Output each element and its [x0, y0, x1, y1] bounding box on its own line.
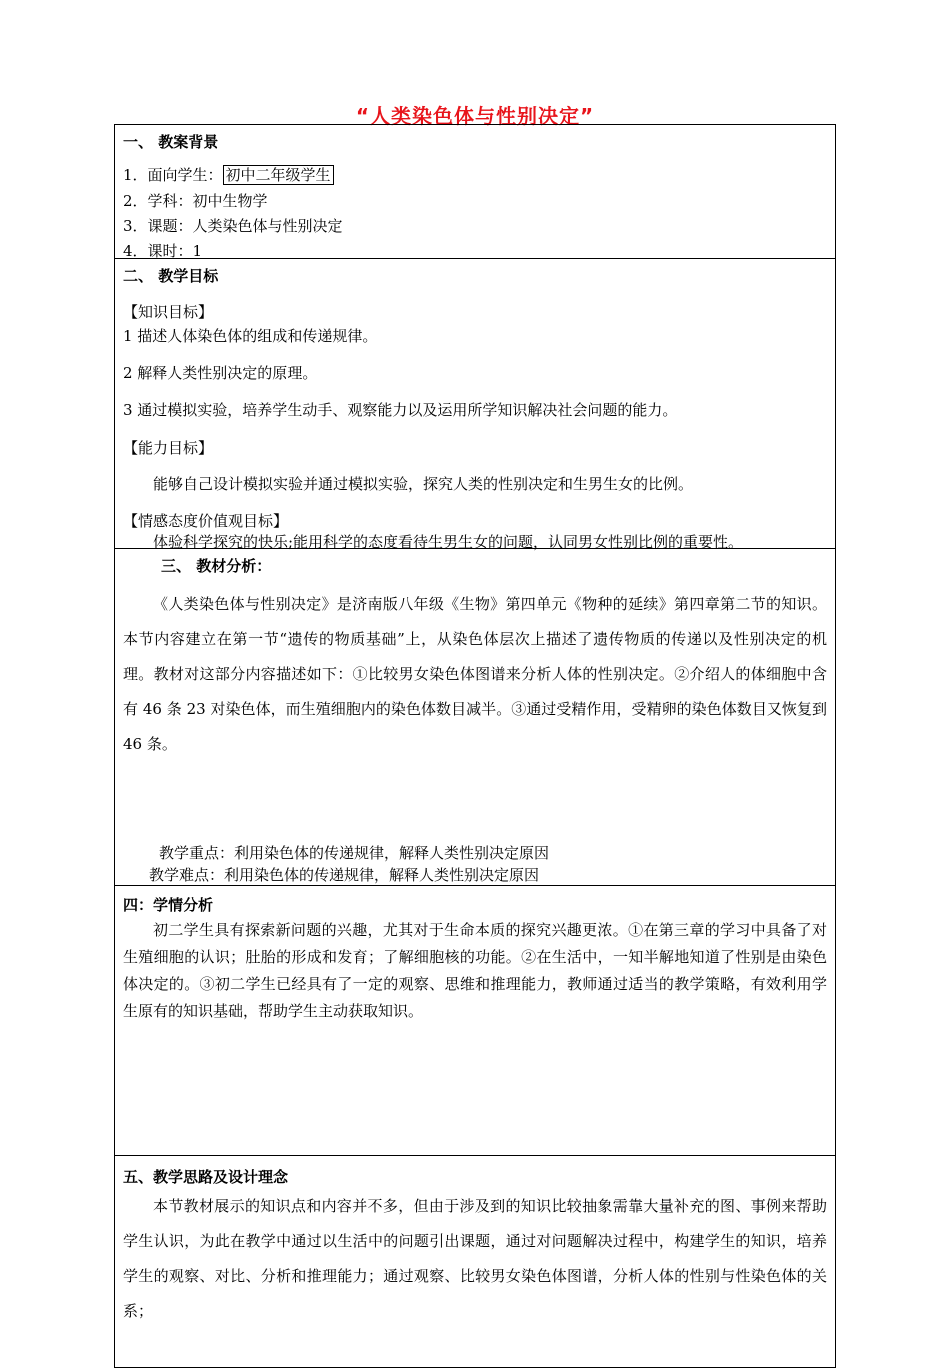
- item-periods: 4．课时：1: [123, 242, 203, 260]
- section-heading: 一、 教案背景: [123, 133, 219, 151]
- item-target-students: [123, 164, 334, 185]
- difficult-point: 教学难点：利用染色体的传递规律，解释人类性别决定原因: [149, 866, 540, 884]
- emotion-objective-label: 【情感态度价值观目标】: [123, 512, 289, 530]
- item-subject: 2．学科：初中生物学: [123, 192, 268, 210]
- knowledge-objective-1: 1 描述人体染色体的组成和传递规律。: [123, 327, 378, 345]
- emotion-objective-text: 体验科学探究的快乐;能用科学的态度看待生男生女的问题，认同男女性别比例的重要性。: [153, 533, 744, 551]
- item-topic: 3．课题：人类染色体与性别决定: [123, 217, 343, 235]
- section-heading: 三、 教材分析：: [161, 557, 272, 575]
- section-teaching-design: [115, 1156, 835, 1367]
- material-analysis-paragraph: 《人类染色体与性别决定》是济南版八年级《生物》第四单元《物种的延续》第四章第二节的知识。本节内容建立在第一节“遗传的物质基础”上，从染色体层次上描述了遗传物质的传递以及性别决定的机理。教材对这部分内容描述如下：①比较男女染色体图谱来分析人体的性别决定。②介绍人的体细胞中含有 46 条 23 对染色体，而生殖细胞内的染色体数目减半。③通过受精作用，受精卵的染色体数目又恢复到 46 条。: [123, 595, 827, 753]
- student-analysis-paragraph: 初二学生具有探索新问题的兴趣，尤其对于生命本质的探究兴趣更浓。①在第三章的学习中具备了对生殖细胞的认识；肚胎的形成和发育；了解细胞核的功能。②在生活中，一知半解地知道了性别是由染色体决定的。③初二学生已经具有了一定的观察、思维和推理能力，教师通过适当的教学策略，有效利用学生原有的知识基础，帮助学生主动获取知识。: [123, 921, 827, 1020]
- knowledge-objective-label: 【知识目标】: [123, 303, 214, 321]
- key-point: 教学重点：利用染色体的传递规律，解释人类性别决定原因: [159, 844, 550, 862]
- document-title: “人类染色体与性别决定”: [355, 104, 595, 128]
- teaching-design-paragraph: 本节教材展示的知识点和内容并不多，但由于涉及到的知识比较抽象需靠大量补充的图、事例来帮助学生认识，为此在教学中通过以生活中的问题引出课题，通过对问题解决过程中，构建学生的知识，培养学生的观察、对比、分析和推理能力；通过观察、比较男女染色体图谱，分析人体的性别与性染色体的关系；: [123, 1197, 827, 1320]
- section-heading: 二、 教学目标: [123, 267, 219, 285]
- section-student-analysis: [115, 886, 835, 1156]
- lesson-plan-table: [114, 124, 836, 1368]
- knowledge-objective-2: 2 解释人类性别决定的原理。: [123, 364, 318, 382]
- section-heading: 五、教学思路及设计理念: [123, 1168, 289, 1186]
- section-material-analysis: [115, 549, 835, 886]
- section-background: [115, 125, 835, 259]
- knowledge-objective-3: 3 通过模拟实验，培养学生动手、观察能力以及运用所学知识解决社会问题的能力。: [123, 401, 678, 419]
- section-objectives: [115, 259, 835, 549]
- target-students-value: 初中二年级学生: [223, 165, 334, 185]
- ability-objective-text: 能够自己设计模拟实验并通过模拟实验，探究人类的性别决定和生男生女的比例。: [153, 475, 694, 493]
- section-heading: 四：学情分析: [123, 896, 214, 914]
- ability-objective-label: 【能力目标】: [123, 439, 214, 457]
- item-label: 1．面向学生：: [123, 166, 223, 184]
